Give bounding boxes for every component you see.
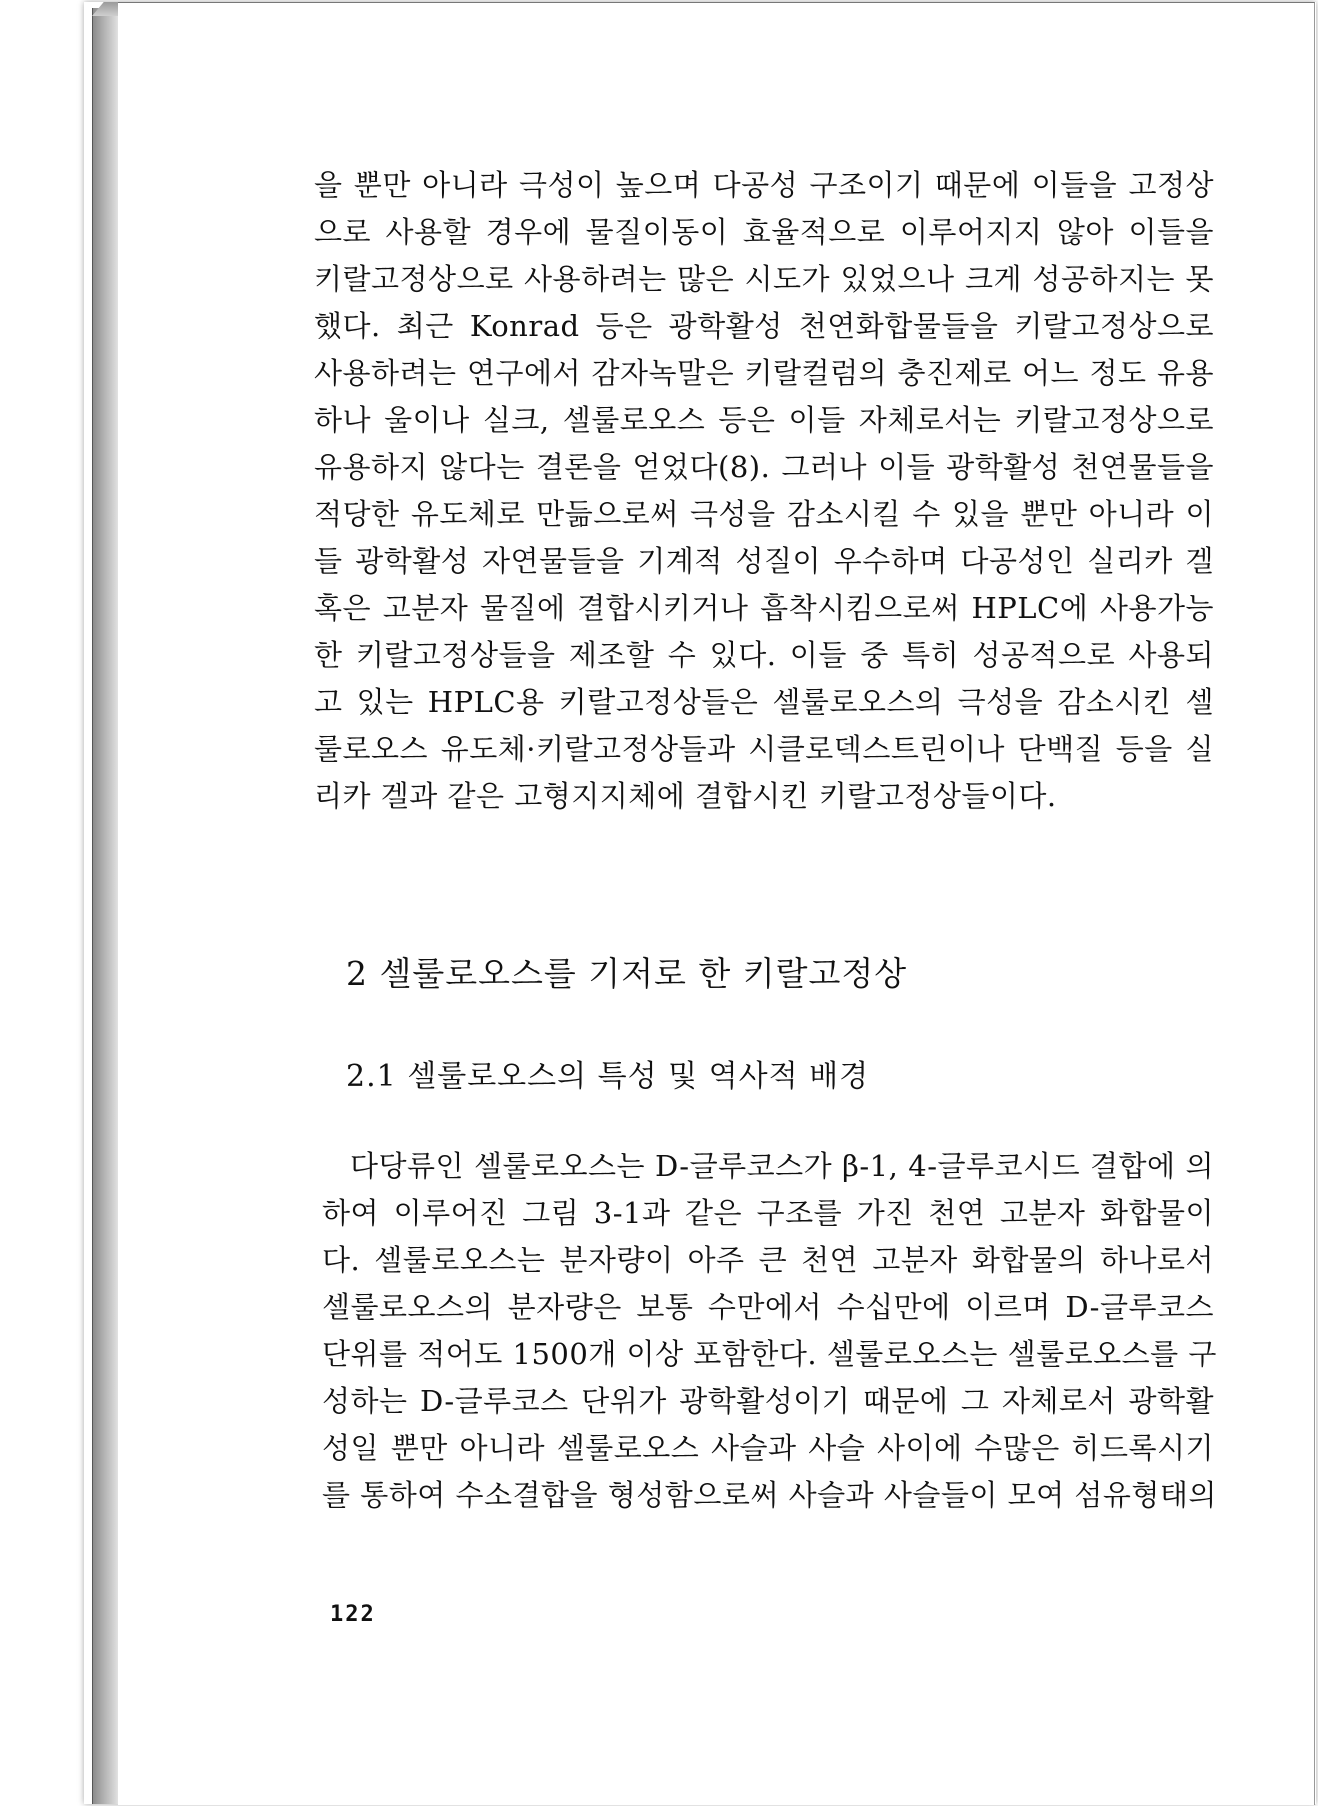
text-line: 셀룰로오스의 분자량은 보통 수만에서 수십만에 이르며 D-글루코스	[322, 1290, 1214, 1324]
text-line: 하여 이루어진 그림 3-1과 같은 구조를 가진 천연 고분자 화합물이	[322, 1196, 1214, 1230]
text-line: 했다. 최근 Konrad 등은 광학활성 천연화합물들을 키랄고정상으로	[314, 309, 1214, 343]
text-line: 사용하려는 연구에서 감자녹말은 키랄컬럼의 충진제로 어느 정도 유용	[314, 356, 1214, 390]
text-line: 들 광학활성 자연물들을 기계적 성질이 우수하며 다공성인 실리카 겔	[314, 544, 1214, 578]
text-line: 룰로오스 유도체·키랄고정상들과 시클로덱스트린이나 단백질 등을 실	[314, 732, 1214, 766]
text-line: 한 키랄고정상들을 제조할 수 있다. 이들 중 특히 성공적으로 사용되	[314, 638, 1214, 672]
paragraph-continued	[314, 162, 1214, 820]
text-line: 성하는 D-글루코스 단위가 광학활성이기 때문에 그 자체로서 광학활	[322, 1384, 1214, 1418]
section-heading: 2 셀룰로오스를 기저로 한 키랄고정상	[346, 954, 908, 993]
text-line: 으로 사용할 경우에 물질이동이 효율적으로 이루어지지 않아 이들을	[314, 215, 1214, 249]
subsection-heading: 2.1 셀룰로오스의 특성 및 역사적 배경	[346, 1059, 870, 1094]
text-line: 혹은 고분자 물질에 결합시키거나 흡착시킴으로써 HPLC에 사용가능	[314, 591, 1214, 625]
text-line: 다. 셀룰로오스는 분자량이 아주 큰 천연 고분자 화합물의 하나로서	[322, 1243, 1214, 1277]
book-spine	[92, 8, 119, 1804]
text-line: 을 뿐만 아니라 극성이 높으며 다공성 구조이기 때문에 이들을 고정상	[314, 168, 1214, 202]
text-line: 를 통하여 수소결합을 형성함으로써 사슬과 사슬들이 모여 섬유형태의	[322, 1478, 1217, 1512]
page-number: 122	[330, 1602, 376, 1627]
text-line: 리카 겔과 같은 고형지지체에 결합시킨 키랄고정상들이다.	[314, 779, 1057, 813]
text-line: 고 있는 HPLC용 키랄고정상들은 셀룰로오스의 극성을 감소시킨 셀	[314, 685, 1214, 719]
text-line: 적당한 유도체로 만듦으로써 극성을 감소시킬 수 있을 뿐만 아니라 이	[314, 497, 1214, 531]
text-line: 다당류인 셀룰로오스는 D-글루코스가 β-1, 4-글루코시드 결합에 의	[350, 1149, 1214, 1183]
paragraph-cellulose	[322, 1143, 1217, 1519]
text-line: 성일 뿐만 아니라 셀룰로오스 사슬과 사슬 사이에 수많은 히드록시기	[322, 1431, 1214, 1465]
text-line: 단위를 적어도 1500개 이상 포함한다. 셀룰로오스는 셀룰로오스를 구	[322, 1337, 1217, 1371]
text-line: 하나 울이나 실크, 셀룰로오스 등은 이들 자체로서는 키랄고정상으로	[314, 403, 1214, 437]
text-line: 유용하지 않다는 결론을 얻었다(8). 그러나 이들 광학활성 천연물들을	[314, 450, 1214, 484]
text-line: 키랄고정상으로 사용하려는 많은 시도가 있었으나 크게 성공하지는 못	[314, 262, 1214, 296]
